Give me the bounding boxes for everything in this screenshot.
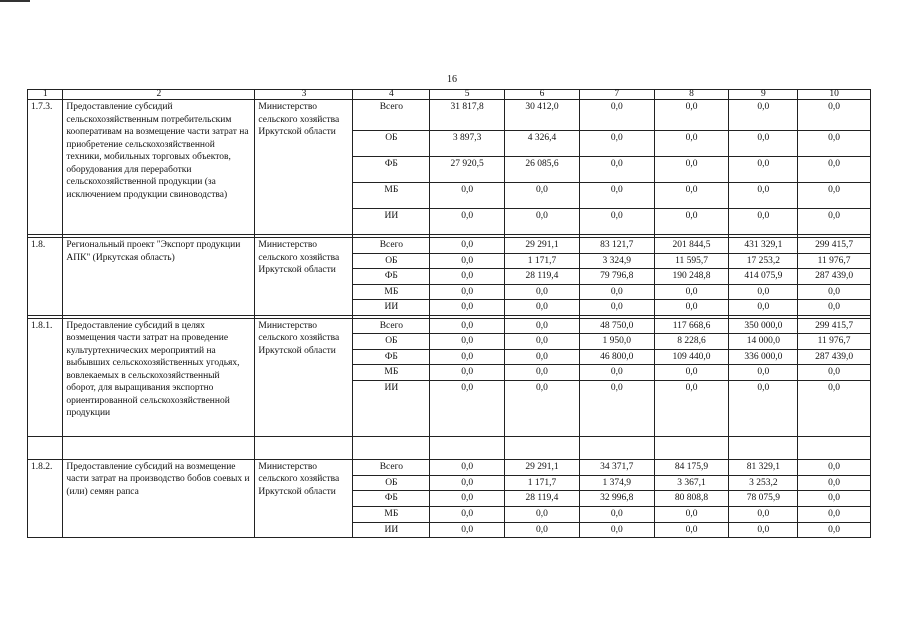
amount-cell: 0,0 <box>798 491 871 507</box>
column-number-row <box>28 90 871 100</box>
amount-cell: 0,0 <box>505 318 580 334</box>
funding-source: Всего <box>353 318 430 334</box>
gap-cell <box>505 436 580 459</box>
funding-source: Всего <box>353 100 430 131</box>
amount-cell: 0,0 <box>430 253 505 269</box>
amount-cell: 1 950,0 <box>579 334 654 350</box>
amount-cell: 0,0 <box>654 284 729 300</box>
amount-cell: 0,0 <box>579 300 654 316</box>
gap-cell <box>430 436 505 459</box>
amount-cell: 0,0 <box>798 209 871 235</box>
section-gap-row <box>28 436 871 459</box>
item-code: 1.7.3. <box>28 100 63 235</box>
amount-cell: 1 171,7 <box>505 253 580 269</box>
item-code: 1.8.2. <box>28 459 63 538</box>
amount-cell: 0,0 <box>505 284 580 300</box>
funding-source: МБ <box>353 506 430 522</box>
amount-cell: 0,0 <box>505 183 580 209</box>
amount-cell: 8 228,6 <box>654 334 729 350</box>
amount-cell: 0,0 <box>729 300 798 316</box>
amount-cell: 81 329,1 <box>729 459 798 475</box>
item-name: Предоставление субсидий в целях возмещения части затрат на проведение культуртехнических мероприятий на выбывших сельскохозяйственных угодьях, вовлекаемых в сельскохозяйственный оборот, для выращивания экспортно ориентированной сельскохозяйственной продукции <box>63 318 255 436</box>
col-header: 2 <box>63 90 255 100</box>
responsible-org: Министерство сельского хозяйства Иркутской области <box>255 238 353 316</box>
amount-cell: 11 595,7 <box>654 253 729 269</box>
col-header: 3 <box>255 90 353 100</box>
amount-cell: 299 415,7 <box>798 238 871 254</box>
amount-cell: 0,0 <box>654 365 729 381</box>
amount-cell: 83 121,7 <box>579 238 654 254</box>
amount-cell: 0,0 <box>798 380 871 436</box>
amount-cell: 0,0 <box>798 300 871 316</box>
col-header: 1 <box>28 90 63 100</box>
funding-source: МБ <box>353 284 430 300</box>
amount-cell: 27 920,5 <box>430 157 505 183</box>
funding-source: МБ <box>353 365 430 381</box>
amount-cell: 0,0 <box>729 100 798 131</box>
amount-cell: 26 085,6 <box>505 157 580 183</box>
amount-cell: 0,0 <box>579 365 654 381</box>
amount-cell: 84 175,9 <box>654 459 729 475</box>
funding-source: ИИ <box>353 300 430 316</box>
amount-cell: 0,0 <box>430 238 505 254</box>
item-code: 1.8. <box>28 238 63 316</box>
funding-source: ИИ <box>353 209 430 235</box>
item-name: Региональный проект "Экспорт продукции АПК" (Иркутская область) <box>63 238 255 316</box>
amount-cell: 0,0 <box>430 300 505 316</box>
amount-cell: 0,0 <box>579 131 654 157</box>
amount-cell: 0,0 <box>798 131 871 157</box>
amount-cell: 0,0 <box>579 209 654 235</box>
funding-source: ОБ <box>353 131 430 157</box>
amount-cell: 287 439,0 <box>798 269 871 285</box>
table-row <box>28 459 871 475</box>
amount-cell: 0,0 <box>654 131 729 157</box>
amount-cell: 0,0 <box>798 459 871 475</box>
amount-cell: 0,0 <box>430 491 505 507</box>
amount-cell: 4 326,4 <box>505 131 580 157</box>
amount-cell: 29 291,1 <box>505 238 580 254</box>
amount-cell: 0,0 <box>430 380 505 436</box>
amount-cell: 32 996,8 <box>579 491 654 507</box>
amount-cell: 287 439,0 <box>798 349 871 365</box>
amount-cell: 336 000,0 <box>729 349 798 365</box>
amount-cell: 78 075,9 <box>729 491 798 507</box>
amount-cell: 31 817,8 <box>430 100 505 131</box>
amount-cell: 0,0 <box>729 365 798 381</box>
amount-cell: 0,0 <box>729 131 798 157</box>
amount-cell: 109 440,0 <box>654 349 729 365</box>
amount-cell: 0,0 <box>798 522 871 538</box>
amount-cell: 46 800,0 <box>579 349 654 365</box>
funding-source: ОБ <box>353 334 430 350</box>
item-name: Предоставление субсидий сельскохозяйственным потребительским кооперативам на возмещение части затрат на приобретение сельскохозяйственной техники, мобильных торговых объектов, оборудования для переработки сельскохозяйственной продукции (за исключением продукции свиноводства) <box>63 100 255 235</box>
amount-cell: 431 329,1 <box>729 238 798 254</box>
amount-cell: 0,0 <box>430 318 505 334</box>
amount-cell: 0,0 <box>654 183 729 209</box>
amount-cell: 201 844,5 <box>654 238 729 254</box>
amount-cell: 0,0 <box>579 183 654 209</box>
amount-cell: 0,0 <box>430 284 505 300</box>
amount-cell: 0,0 <box>579 522 654 538</box>
amount-cell: 0,0 <box>579 157 654 183</box>
amount-cell: 0,0 <box>505 522 580 538</box>
amount-cell: 0,0 <box>430 506 505 522</box>
amount-cell: 17 253,2 <box>729 253 798 269</box>
gap-cell <box>729 436 798 459</box>
amount-cell: 3 897,3 <box>430 131 505 157</box>
amount-cell: 0,0 <box>729 209 798 235</box>
funding-source: ИИ <box>353 380 430 436</box>
page-number: 16 <box>447 74 457 85</box>
budget-table <box>27 89 871 538</box>
amount-cell: 0,0 <box>729 284 798 300</box>
amount-cell: 80 808,8 <box>654 491 729 507</box>
amount-cell: 0,0 <box>430 334 505 350</box>
amount-cell: 0,0 <box>579 506 654 522</box>
amount-cell: 0,0 <box>798 183 871 209</box>
responsible-org: Министерство сельского хозяйства Иркутской области <box>255 100 353 235</box>
amount-cell: 117 668,6 <box>654 318 729 334</box>
amount-cell: 79 796,8 <box>579 269 654 285</box>
amount-cell: 3 367,1 <box>654 475 729 491</box>
table-row <box>28 238 871 254</box>
amount-cell: 0,0 <box>654 157 729 183</box>
responsible-org: Министерство сельского хозяйства Иркутской области <box>255 318 353 436</box>
amount-cell: 190 248,8 <box>654 269 729 285</box>
amount-cell: 0,0 <box>729 506 798 522</box>
amount-cell: 30 412,0 <box>505 100 580 131</box>
amount-cell: 0,0 <box>798 100 871 131</box>
amount-cell: 0,0 <box>579 380 654 436</box>
amount-cell: 0,0 <box>505 506 580 522</box>
amount-cell: 3 253,2 <box>729 475 798 491</box>
gap-cell <box>654 436 729 459</box>
col-header: 8 <box>654 90 729 100</box>
gap-cell <box>255 436 353 459</box>
amount-cell: 0,0 <box>654 300 729 316</box>
amount-cell: 29 291,1 <box>505 459 580 475</box>
gap-cell <box>798 436 871 459</box>
amount-cell: 0,0 <box>579 284 654 300</box>
amount-cell: 0,0 <box>729 183 798 209</box>
col-header: 9 <box>729 90 798 100</box>
funding-source: ФБ <box>353 491 430 507</box>
amount-cell: 0,0 <box>505 349 580 365</box>
table-row <box>28 100 871 131</box>
amount-cell: 0,0 <box>430 209 505 235</box>
scan-corner-mark <box>0 0 30 2</box>
funding-source: ИИ <box>353 522 430 538</box>
amount-cell: 0,0 <box>430 269 505 285</box>
amount-cell: 0,0 <box>430 459 505 475</box>
amount-cell: 28 119,4 <box>505 269 580 285</box>
amount-cell: 414 075,9 <box>729 269 798 285</box>
amount-cell: 0,0 <box>430 365 505 381</box>
amount-cell: 28 119,4 <box>505 491 580 507</box>
amount-cell: 0,0 <box>798 284 871 300</box>
funding-source: ОБ <box>353 475 430 491</box>
gap-cell <box>28 436 63 459</box>
amount-cell: 0,0 <box>798 506 871 522</box>
amount-cell: 0,0 <box>654 380 729 436</box>
amount-cell: 0,0 <box>798 157 871 183</box>
col-header: 10 <box>798 90 871 100</box>
amount-cell: 0,0 <box>654 100 729 131</box>
funding-source: Всего <box>353 459 430 475</box>
amount-cell: 14 000,0 <box>729 334 798 350</box>
item-name: Предоставление субсидий на возмещение части затрат на производство бобов соевых и (или) семян рапса <box>63 459 255 538</box>
responsible-org: Министерство сельского хозяйства Иркутской области <box>255 459 353 538</box>
amount-cell: 34 371,7 <box>579 459 654 475</box>
gap-cell <box>63 436 255 459</box>
amount-cell: 299 415,7 <box>798 318 871 334</box>
funding-source: МБ <box>353 183 430 209</box>
amount-cell: 0,0 <box>729 157 798 183</box>
col-header: 7 <box>579 90 654 100</box>
col-header: 6 <box>505 90 580 100</box>
amount-cell: 0,0 <box>505 334 580 350</box>
amount-cell: 11 976,7 <box>798 253 871 269</box>
amount-cell: 0,0 <box>729 380 798 436</box>
amount-cell: 0,0 <box>430 522 505 538</box>
amount-cell: 0,0 <box>505 300 580 316</box>
item-code: 1.8.1. <box>28 318 63 436</box>
amount-cell: 1 374,9 <box>579 475 654 491</box>
amount-cell: 48 750,0 <box>579 318 654 334</box>
table-row <box>28 318 871 334</box>
amount-cell: 0,0 <box>654 209 729 235</box>
amount-cell: 0,0 <box>654 522 729 538</box>
funding-source: ФБ <box>353 157 430 183</box>
col-header: 4 <box>353 90 430 100</box>
amount-cell: 0,0 <box>430 183 505 209</box>
funding-source: Всего <box>353 238 430 254</box>
col-header: 5 <box>430 90 505 100</box>
funding-source: ФБ <box>353 269 430 285</box>
amount-cell: 0,0 <box>654 506 729 522</box>
amount-cell: 0,0 <box>505 380 580 436</box>
amount-cell: 0,0 <box>505 365 580 381</box>
gap-cell <box>353 436 430 459</box>
amount-cell: 1 171,7 <box>505 475 580 491</box>
amount-cell: 3 324,9 <box>579 253 654 269</box>
amount-cell: 0,0 <box>798 365 871 381</box>
funding-source: ОБ <box>353 253 430 269</box>
amount-cell: 0,0 <box>729 522 798 538</box>
amount-cell: 0,0 <box>505 209 580 235</box>
funding-source: ФБ <box>353 349 430 365</box>
amount-cell: 0,0 <box>430 349 505 365</box>
amount-cell: 11 976,7 <box>798 334 871 350</box>
amount-cell: 350 000,0 <box>729 318 798 334</box>
amount-cell: 0,0 <box>430 475 505 491</box>
amount-cell: 0,0 <box>579 100 654 131</box>
amount-cell: 0,0 <box>798 475 871 491</box>
gap-cell <box>579 436 654 459</box>
